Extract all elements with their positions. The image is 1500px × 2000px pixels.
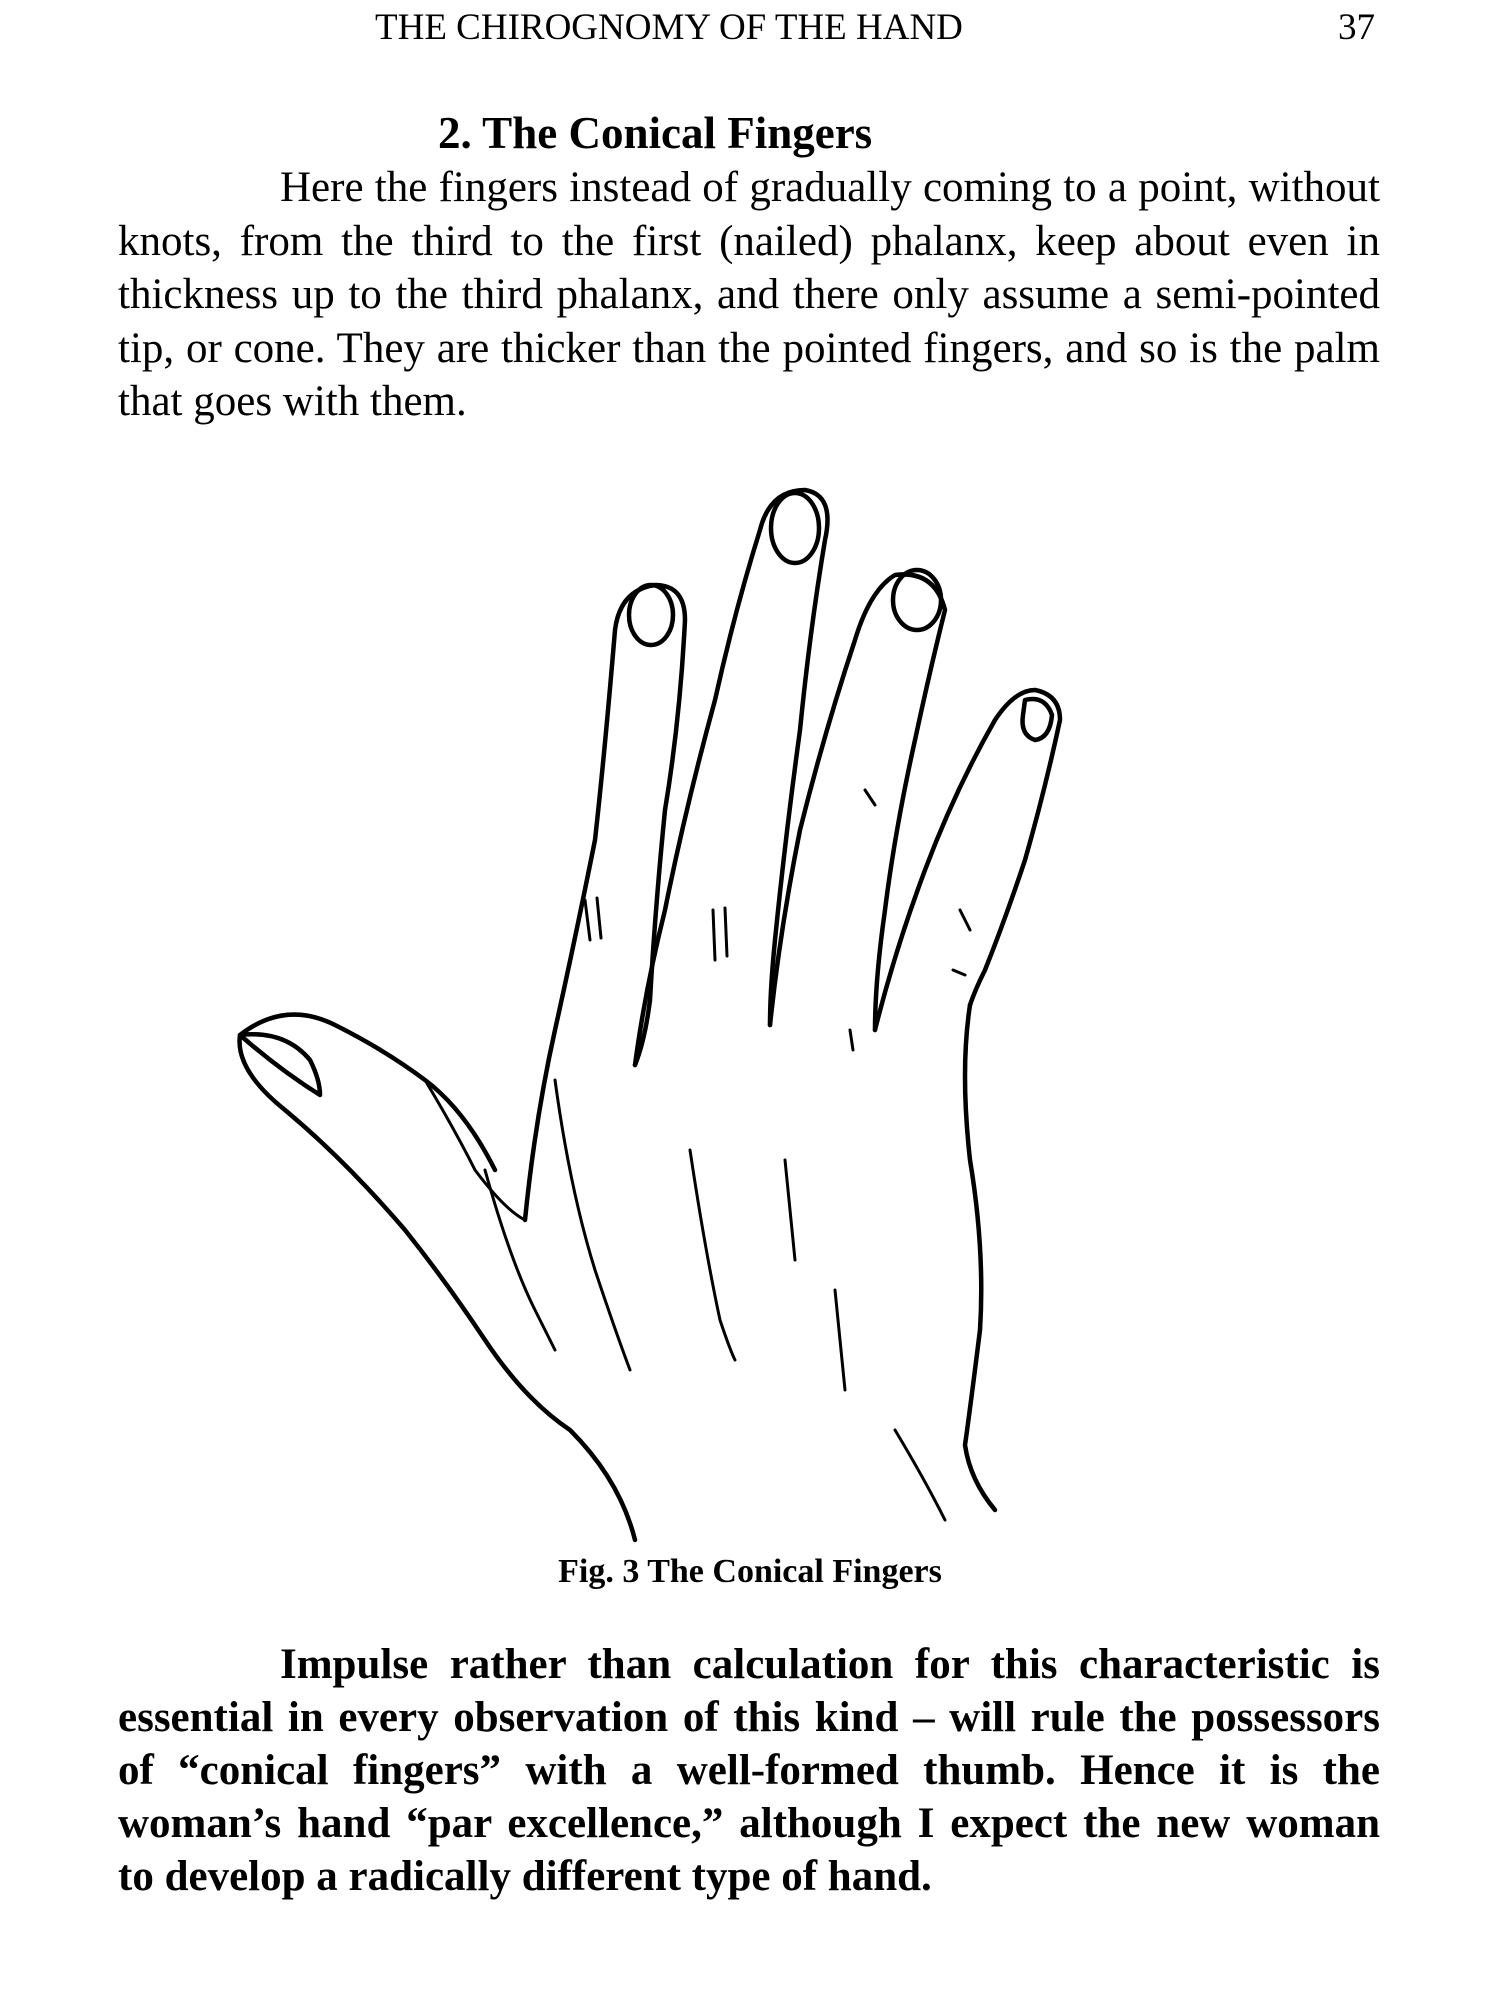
middle-finger-outline [635, 490, 828, 1065]
ring-finger-nail [893, 570, 941, 630]
middle-finger-nail [771, 493, 819, 563]
knuckle-mark [953, 970, 965, 975]
index-finger-nail [629, 585, 673, 645]
knuckle-mark [597, 898, 601, 938]
hand-drawing [225, 470, 1385, 1550]
thumb-inner-line [425, 1080, 525, 1220]
knuckle-mark [850, 1030, 853, 1050]
paragraph-body: Impulse rather than calculation for this characteristic is essential in every observation of this kind – will rule the possessors of “conical fingers” with a well-formed thumb. Hence it is the woman’s hand “par excellence,” although I expect the new woman to develop a radically different type of hand. [118, 1641, 1380, 1900]
knuckle-mark [960, 910, 970, 930]
section-heading: 2. The Conical Fingers [438, 108, 873, 158]
index-finger-outline [525, 585, 685, 1220]
knuckle-mark [725, 908, 727, 956]
palm-crease-4 [785, 1160, 795, 1260]
knuckle-mark [865, 790, 875, 805]
knuckle-mark [585, 900, 590, 940]
palm-outer-edge [965, 1005, 995, 1510]
palm-crease-5 [835, 1290, 845, 1390]
thumb-outline [240, 1015, 635, 1540]
thumb-nail [240, 1034, 320, 1095]
page-number: 37 [1338, 7, 1375, 48]
figure-caption: Fig. 3 The Conical Fingers [558, 1553, 942, 1590]
running-title: THE CHIROGNOMY OF THE HAND [375, 7, 963, 48]
little-finger-nail [1023, 699, 1053, 740]
palm-crease-2 [555, 1080, 630, 1370]
palm-crease-6 [895, 1430, 945, 1520]
hand-illustration [225, 470, 1385, 1550]
paragraph-intro: Here the fingers instead of gradually coming to a point, without knots, from the third to the first (nailed) phalanx, keep about even in thickness up to the third phalanx, and there only assume a semi-pointed tip, or cone. They are thicker than the pointed fingers, and so is the palm that goes with them. [118, 164, 1380, 425]
knuckle-mark [713, 910, 715, 960]
ring-finger-outline [770, 574, 945, 1030]
palm-crease-3 [690, 1150, 735, 1360]
running-head [0, 6, 1500, 54]
